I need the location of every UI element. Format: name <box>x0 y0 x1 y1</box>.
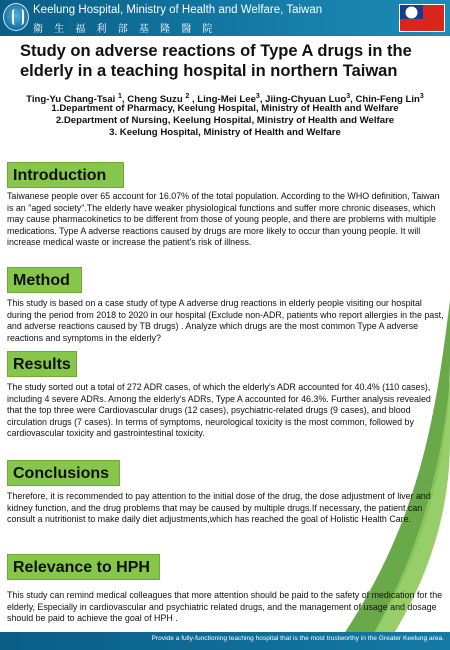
method-text: This study is based on a case study of type A adverse drug reactions in elderly people visiting our hospital during the period from 2018 to 2020 in our hospital (Exclude non-ADR, patients who report allergies in the past, and adverse reactions caused by TB drugs) . Analyze which drugs are the most common Type A adverse reactions and symptoms in the elderly? <box>7 298 444 343</box>
author-sup: 3 <box>346 93 351 100</box>
hospital-name-en: Keelung Hospital, Ministry of Health and Welfare, Taiwan <box>33 4 323 16</box>
affiliation-2: 2.Department of Nursing, Keelung Hospital, Ministry of Health and Welfare <box>55 115 395 126</box>
decorative-swoosh <box>300 300 450 640</box>
introduction-text: Taiwanese people over 65 account for 16.07% of the total population. According to the WHO definition, Taiwan is an "aged society".The elderly have weaker physiological functions and suffer more chronic diseases, which may cause pharmacokinetics to be different from those of young people, and there are problems with multiple medications. Type A adverse reactions caused by drugs are more likely to occur than young people. It will increase medical waste or increase the patient's risk of illness. <box>7 191 440 248</box>
affiliation-1: 1.Department of Pharmacy, Keelung Hospital, Ministry of Health and Welfare <box>51 103 399 114</box>
author-name: Chin-Feng Lin <box>355 94 420 106</box>
method-heading: Method <box>7 267 82 293</box>
poster-header <box>0 0 450 36</box>
author-name: Cheng Suzu <box>127 94 183 106</box>
results-text: The study sorted out a total of 272 ADR cases, of which the elderly's ADR accounted for 40.4% (110 cases), including 4 severe ADRs. Among the elderly's ADRs, Type A accounted for 46.3%. Further analysis revealed that the top three were Cardiovascular drugs (12 cases), psychiatric-related drugs (9 cases), and blood circulation drugs (7 cases). In terms of symptoms, neurological toxicity is the most common, followed by cardiovascular toxicity and gastrointestinal toxicity. <box>7 382 431 439</box>
affiliation-3: 3. Keelung Hospital, Ministry of Health and Welfare <box>109 127 341 138</box>
author-name: Ting-Yu Chang-Tsai <box>26 94 116 106</box>
hospital-name-zh: 衛 生 福 利 部 基 隆 醫 院 <box>33 24 217 35</box>
conclusions-text: Therefore, it is recommended to pay attention to the initial dose of the drug, the dose adjustment of liver and kidney function, and the drug problems that may be caused by multiple drugs.If necessary, the patient can consult a nutritionist to make daily diet adjustments,which has reached the goal of Holistic Health Care. <box>7 491 431 525</box>
flag-sun <box>407 8 416 17</box>
conclusions-heading: Conclusions <box>7 460 120 486</box>
results-heading: Results <box>7 351 77 377</box>
poster-footer <box>0 632 450 650</box>
author-sup: 1 <box>118 93 122 100</box>
footer-slogan: Provide a fully-functioning teaching hospital that is the most trustworthy in the Greater Keelung area. <box>151 635 444 642</box>
author-name: Ling-Mei Lee <box>197 94 256 106</box>
introduction-heading: Introduction <box>7 162 124 188</box>
author-sup: 3 <box>419 93 424 100</box>
author-sup: 2 <box>185 93 190 100</box>
flag-canton <box>400 5 423 19</box>
author-name: Jiing-Chyuan Luo <box>265 94 347 106</box>
author-line: Ting-Yu Chang-Tsai $^1$, Cheng Suzu $^2$ , Ling-Mei Lee$^3$, Jiing-Chyuan Luo$^3$, Chin-Feng Lin$^3$ <box>26 93 424 106</box>
relevance-text: This study can remind medical colleagues that more attention should be paid to the safety of medication for the elderly, Especially in cardiovascular and psychiatric related drugs, and the management of usage and dosage should be paid to achieve the goal of HPH . <box>7 590 443 624</box>
taiwan-flag-icon <box>399 4 445 32</box>
author-sup: 3 <box>255 93 260 100</box>
poster-title: Study on adverse reactions of Type A drugs in the elderly in a teaching hospital in northern Taiwan <box>20 42 412 80</box>
hospital-emblem-icon <box>3 3 29 31</box>
relevance-heading: Relevance to HPH <box>7 554 160 580</box>
